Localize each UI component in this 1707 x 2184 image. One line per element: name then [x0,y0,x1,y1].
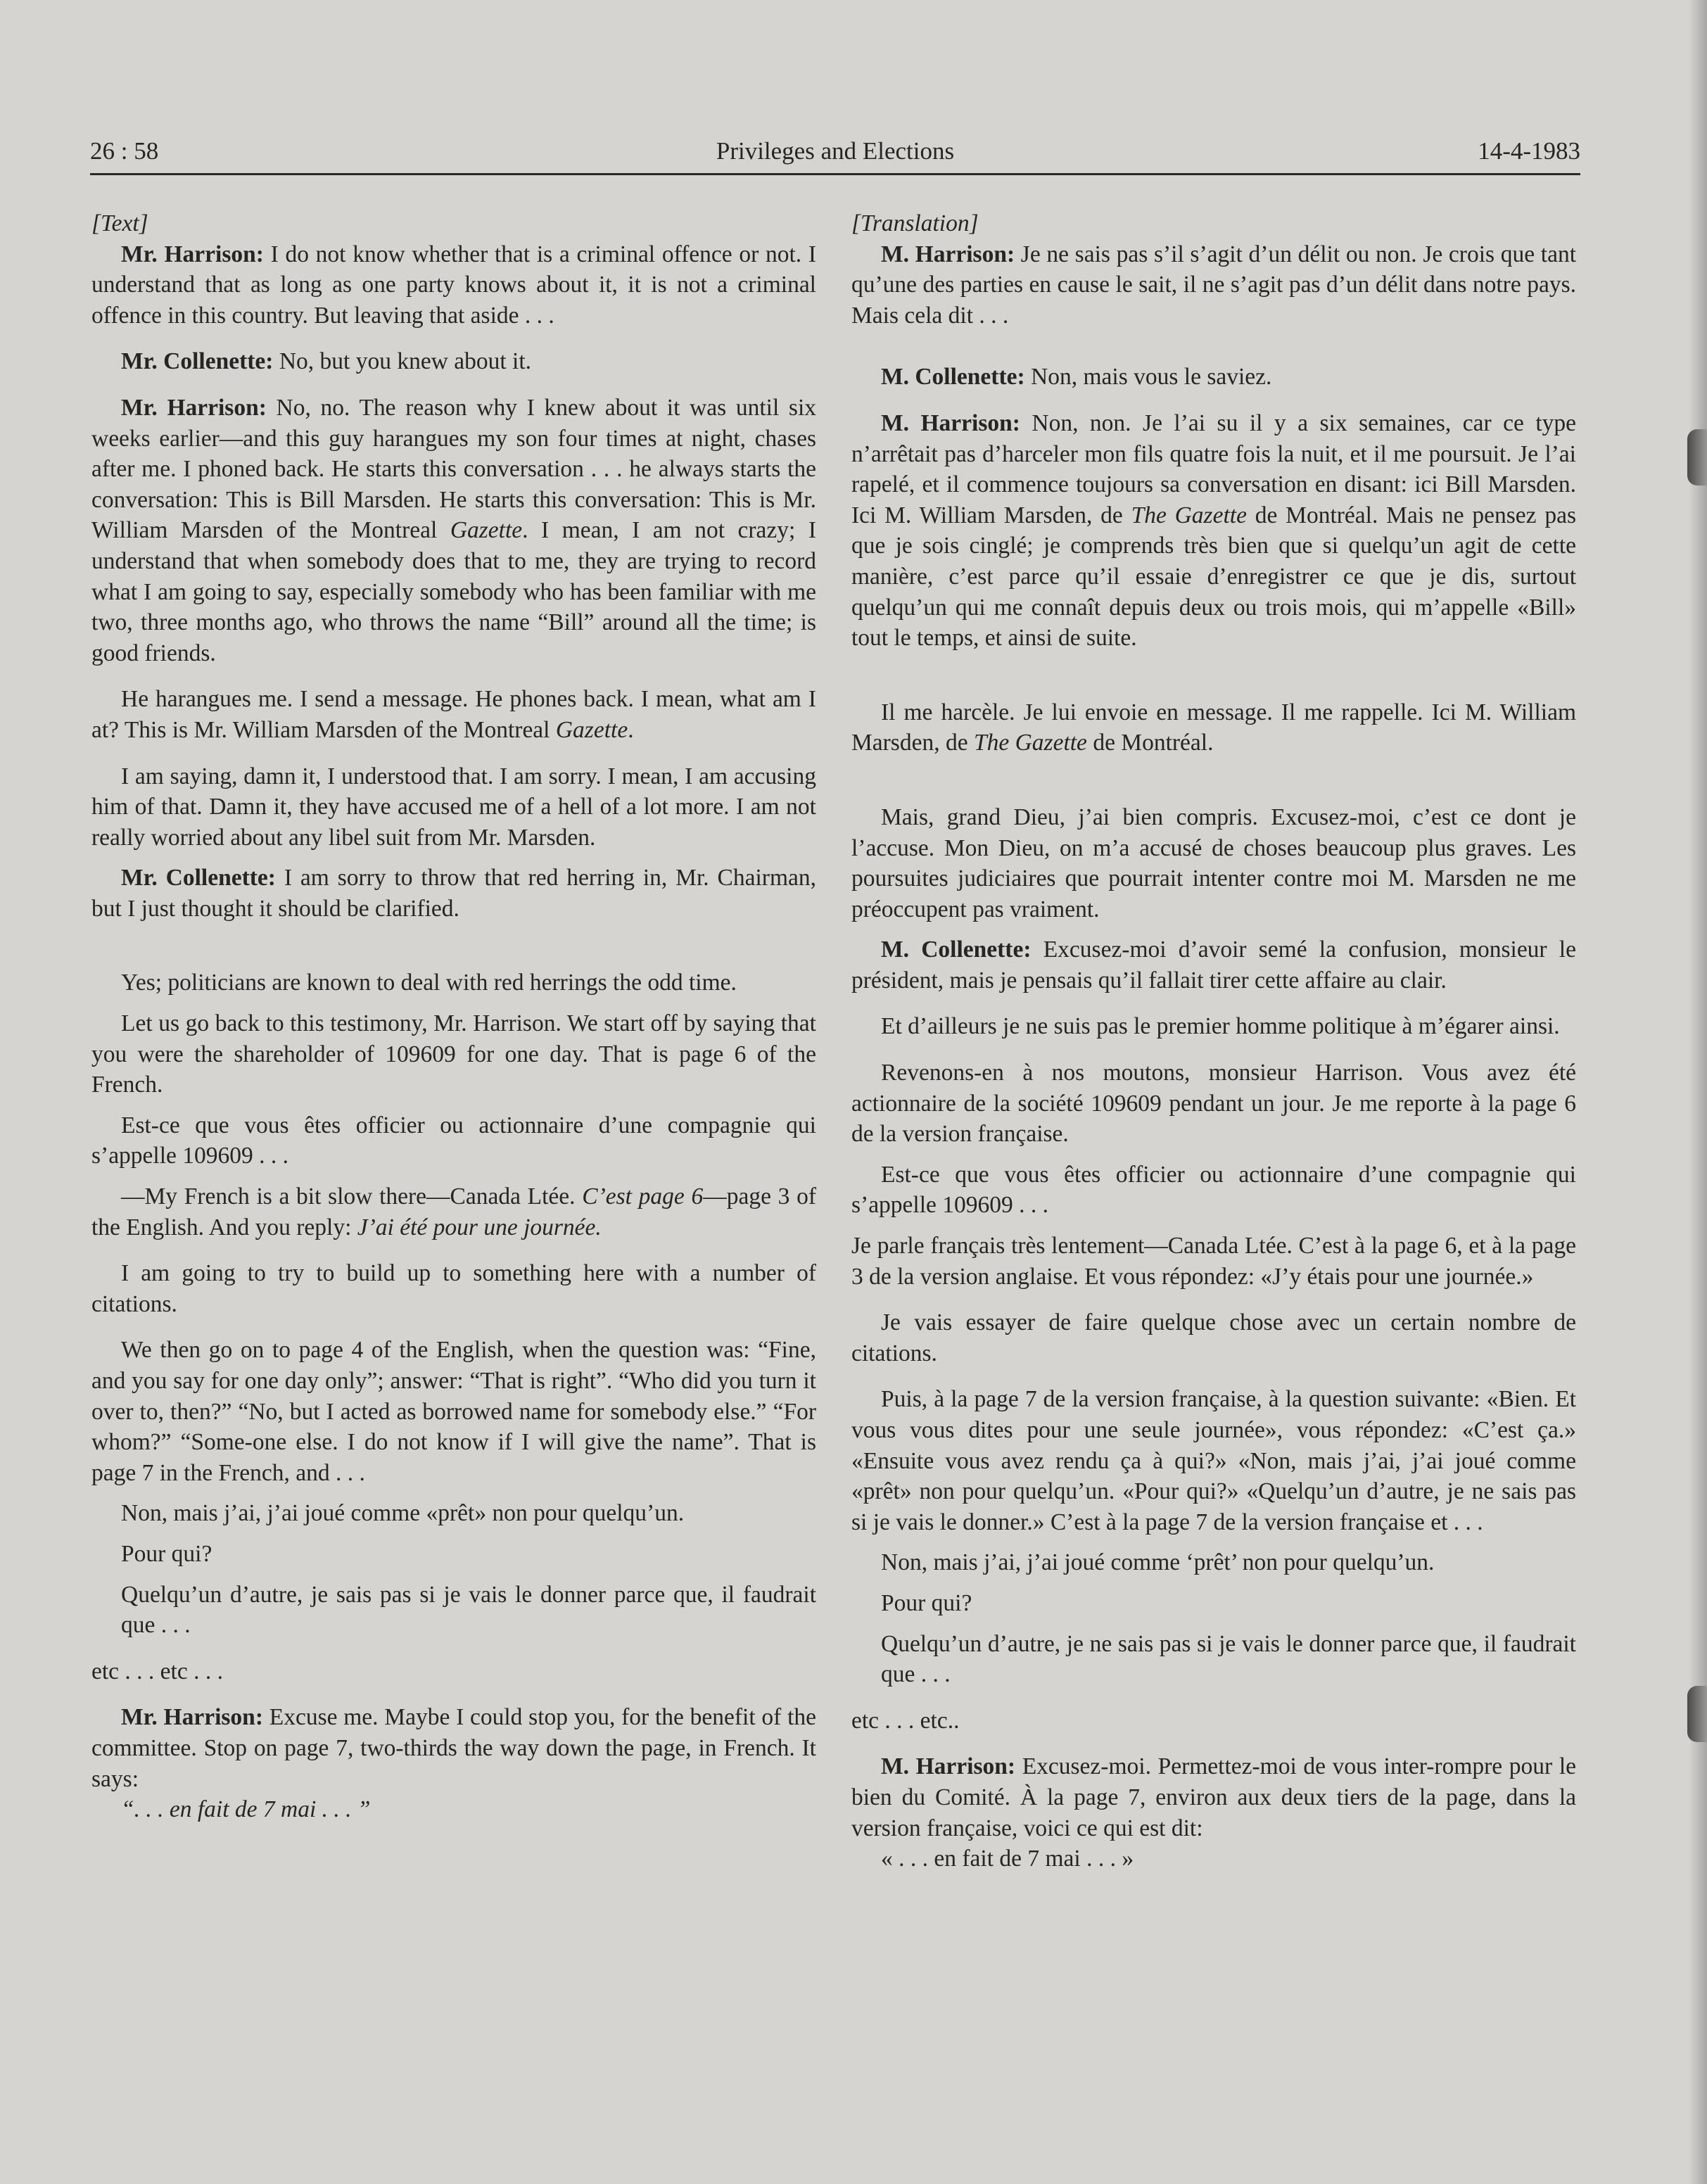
paragraph: Mais, grand Dieu, j’ai bien compris. Excusez-moi, c’est ce dont je l’accuse. Mon Dieu, on m’a accusé de choses beaucoup plus graves. Les poursuites judiciaires que pourrait intenter contre moi M. Marsden ne me préoccupent pas vraiment. [851,804,1576,922]
paragraph: Je parle français très lentement—Canada Ltée. C’est à la page 6, et à la page 3 de la version anglaise. Et vous répondez: «J’y étais pour une journée.» [851,1233,1576,1290]
paragraph: I am saying, damn it, I understood that. I am sorry. I mean, I am accusing him of that. Damn it, they have accused me of a hell of a lot more. I am not really worried about any libel suit from Mr. Marsden. [91,763,816,851]
speaker: M. Harrison: [881,410,1020,436]
paragraph: M. Collenette: Non, mais vous le saviez. [881,364,1272,391]
quoted-line: Quelqu’un d’autre, je sais pas si je vais le donner parce que, il faudrait que . . . [121,1581,816,1639]
paragraph: etc . . . etc . . . [91,1658,223,1684]
quoted-line: Quelqu’un d’autre, je ne sais pas si je vais le donner parce que, il faudrait que . . . [881,1630,1576,1688]
paragraph: I am going to try to build up to something here with a number of citations. [91,1260,816,1317]
paragraph: He harangues me. I send a message. He phones back. I mean, what am I at? This is Mr. William Marsden of the Montreal Gazette. [91,686,816,743]
paragraph: M. Harrison: Excusez-moi. Permettez-moi de vous inter-rompre pour le bien du Comité. À la page 7, environ aux deux tiers de la page, dans la version française, voici ce qui est dit: [851,1753,1577,1841]
page-header [90,137,1580,172]
english-column [91,208,816,1825]
speaker: M. Collenette: [881,937,1032,963]
section-tag: [Translation] [851,210,979,236]
paragraph: M. Collenette: Excusez-moi d’avoir semé la confusion, monsieur le président, mais je pensais qu’il fallait tirer cette affaire au clair. [851,937,1576,993]
quoted-line: Pour qui? [881,1589,972,1616]
paragraph: Et d’ailleurs je ne suis pas le premier homme politique à m’égarer ainsi. [881,1013,1560,1040]
speaker: Mr. Collenette: [121,865,276,891]
paragraph: Mr. Collenette: I am sorry to throw that red herring in, Mr. Chairman, but I just thought it should be clarified. [91,865,816,922]
paragraph: Mr. Harrison: No, no. The reason why I knew about it was until six weeks earlier—and this guy harangues my son four times at night, chases after me. I phoned back. He starts this conversation . . . he always starts the conversation: This is Bill Marsden. He starts this conversation: This is Mr. William Marsden of the Montreal Gazette. I mean, I am not crazy; I understand that when somebody does that to me, they are trying to record what I am going to say, especially somebody who has been familiar with me two, three months ago, who throws the name “Bill” around all the time; is good friends. [91,394,817,666]
paragraph: Est-ce que vous êtes officier ou actionnaire d’une compagnie qui s’appelle 109609 . . . [91,1112,816,1169]
paragraph: Mr. Harrison: Excuse me. Maybe I could stop you, for the benefit of the committee. Stop on page 7, two-thirds the way down the page, in French. It says: [91,1704,816,1792]
section-tag: [Text] [91,210,148,236]
paragraph: Yes; politicians are known to deal with red herrings the odd time. [121,970,737,996]
paragraph: Mr. Harrison: I do not know whether that is a criminal offence or not. I understand that as long as one party knows about it, it is not a criminal offence in this country. But leaving that aside . . . [91,241,816,329]
quoted-line: “. . . en fait de 7 mai . . . ” [121,1796,371,1823]
binder-clip [1687,1686,1707,1742]
page-title: Privileges and Elections [716,137,955,165]
speaker: Mr. Harrison: [121,1704,263,1731]
paragraph: etc . . . etc.. [851,1707,960,1734]
page-date: 14-4-1983 [1478,137,1580,165]
paragraph: We then go on to page 4 of the English, when the question was: “Fine, and you say for one day only”; answer: “That is right”. “Who did you turn it over to, then?” “No, but I acted as borrowed name for somebody else.” “For whom?” “Some-one else. I do not know if I will give the name”. That is page 7 in the French, and . . . [91,1337,816,1486]
french-column [851,208,1576,1874]
paragraph: Est-ce que vous êtes officier ou actionnaire d’une compagnie qui s’appelle 109609 . . . [851,1161,1576,1219]
paragraph: —My French is a bit slow there—Canada Ltée. C’est page 6—page 3 of the English. And you reply: J’ai été pour une journée. [91,1183,816,1240]
speaker: M. Harrison: [881,1753,1016,1780]
speaker: Mr. Harrison: [121,394,267,421]
page-number: 26 : 58 [90,137,159,165]
quoted-line: Non, mais j’ai, j’ai joué comme «prêt» non pour quelqu’un. [121,1500,685,1527]
header-rule [90,173,1580,175]
paragraph: Il me harcèle. Je lui envoie en message. Il me rappelle. Ici M. William Marsden, de The Gazette de Montréal. [851,699,1576,756]
binding-shadow [1689,0,1707,2184]
paragraph: Je vais essayer de faire quelque chose avec un certain nombre de citations. [851,1309,1576,1366]
quoted-line: « . . . en fait de 7 mai . . . » [881,1846,1134,1872]
quoted-line: Pour qui? [121,1540,212,1567]
speaker: Mr. Collenette: [121,348,274,375]
binder-clip [1687,429,1707,485]
paragraph: M. Harrison: Non, non. Je l’ai su il y a six semaines, car ce type n’arrêtait pas d’harceler mon fils quatre fois la nuit, et il me poursuit. Je l’ai rapelé, et il commence toujours sa conversation en disant: ici Bill Marsden. Ici M. William Marsden, de The Gazette de Montréal. Mais ne pensez pas que je sois cinglé; je comprends très bien que si quelqu’un agit de cette manière, c’est parce qu’il essaie d’enregistrer ce que je dis, surtout quelqu’un qui me connaît depuis deux ou trois mois, qui m’appelle «Bill» tout le temps, et ainsi de suite. [851,410,1576,652]
paragraph: Puis, à la page 7 de la version française, à la question suivante: «Bien. Et vous vous dites pour une seule journée», vous répondez: «C’est ça.» «Ensuite vous avez rendu ça à qui?» «Non, mais j’ai, j’ai joué comme «prêt» non pour quelqu’un. «Pour qui?» «Quelqu’un d’autre, je ne sais pas si je vais le donner.» C’est à la page 7 de la version française et . . . [851,1386,1576,1535]
paragraph: Let us go back to this testimony, Mr. Harrison. We start off by saying that you were the shareholder of 109609 for one day. That is page 6 of the French. [91,1010,816,1098]
speaker: M. Collenette: [881,364,1025,391]
speaker: Mr. Harrison: [121,241,264,267]
speaker: M. Harrison: [881,241,1015,267]
paragraph: M. Harrison: Je ne sais pas s’il s’agit d’un délit ou non. Je crois que tant qu’une des parties en cause le sait, il ne s’agit pas d’un délit dans notre pays. Mais cela dit . . . [851,241,1576,329]
quoted-line: Non, mais j’ai, j’ai joué comme ‘prêt’ non pour quelqu’un. [881,1549,1435,1576]
paragraph: Revenons-en à nos moutons, monsieur Harrison. Vous avez été actionnaire de la société 109609 pendant un jour. Je me reporte à la page 6 de la version française. [851,1060,1576,1148]
paragraph: Mr. Collenette: No, but you knew about it. [121,348,532,375]
